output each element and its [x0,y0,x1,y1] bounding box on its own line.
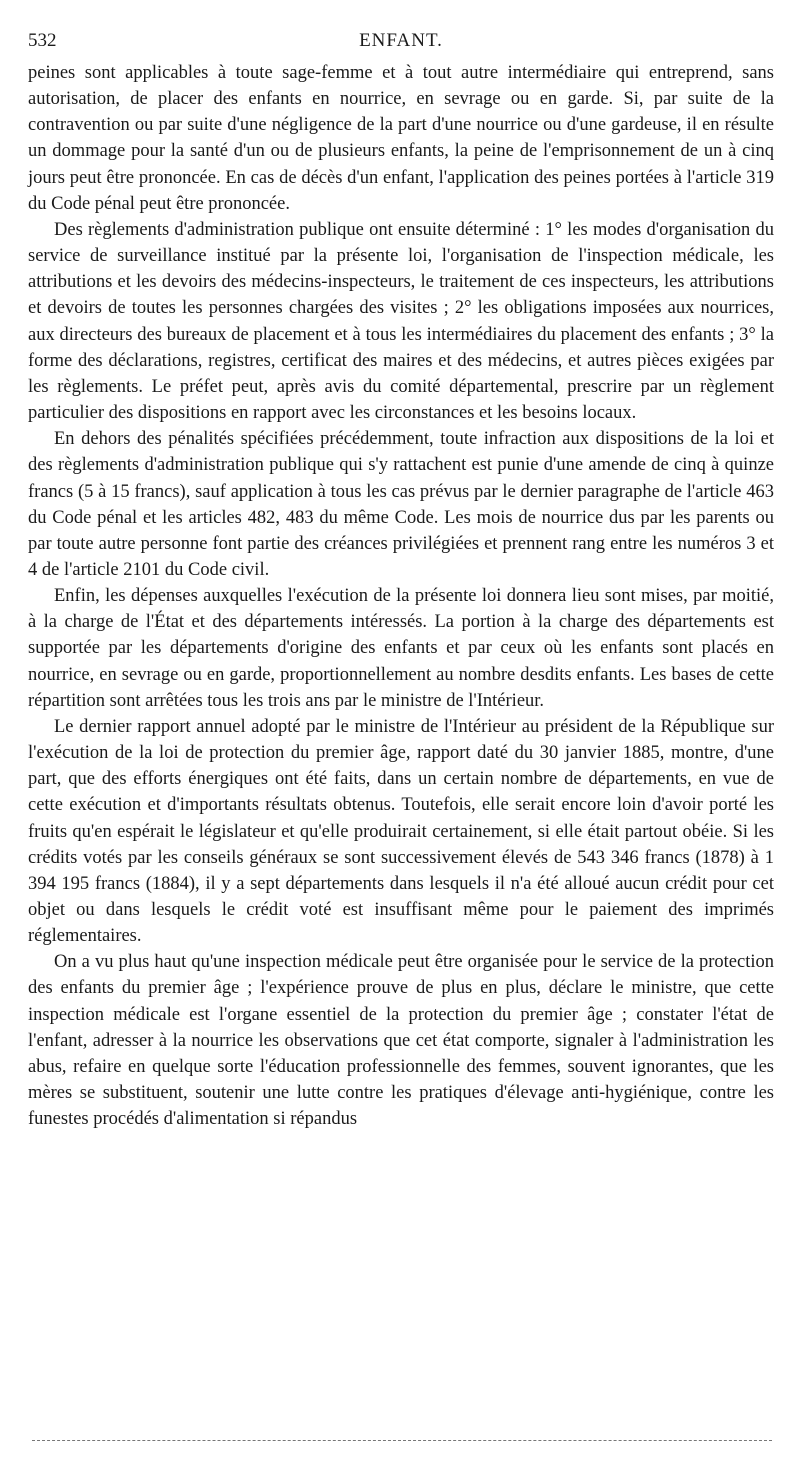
page-header [28,30,774,60]
paragraph-inspection: On a vu plus haut qu'une inspection médicale peut être organisée pour le service de la protection des enfants du premier âge ; l'expérience prouve de plus en plus, déclare le ministre, que cette inspection médicale est l'organe essentiel de la protection du premier âge ; constater l'état de l'enfant, adresser à la nourrice les observations que cet état comporte, signaler à l'administration les abus, refaire en quelque sorte l'éducation professionnelle des femmes, souvent ignorantes, que les mères se substituent, soutenir une lutte contre les pratiques d'élevage anti-hygiénique, contre les funestes procédés d'alimentation si répandus [28,952,774,1130]
paragraph-reglements: Des règlements d'administration publique ont ensuite déterminé : 1° les modes d'organisation du service de surveillance institué par la présente loi, l'organisation de l'inspection médicale, les attributions et les devoirs des médecins-inspecteurs, le traitement de ces inspecteurs, les attributions et devoirs de toutes les personnes chargées des visites ; 2° les obligations imposées aux nourrices, aux directeurs des bureaux de placement et à tous les intermédiaires du placement des enfants ; 3° la forme des déclarations, registres, certificat des maires et des médecins, et autres pièces exigées par les règlements. Le préfet peut, après avis du comité départemental, prescrire par un règlement particulier des dispositions en rapport avec les circonstances et les besoins locaux. [28,219,774,424]
page-body [28,60,774,1132]
book-page [28,30,774,1132]
footer-rule [32,1440,772,1441]
paragraph-rapport: Le dernier rapport annuel adopté par le ministre de l'Intérieur au président de la République sur l'exécution de la loi de protection du premier âge, rapport daté du 30 janvier 1885, montre, d'une part, que des efforts énergiques ont été faits, dans un certain nombre de départements, en vue de cette exécution et d'importants résultats obtenus. Toutefois, elle serait encore loin d'avoir porté les fruits qu'en espérait le législateur et qu'elle produirait certainement, si elle était partout obéie. Si les crédits votés par les conseils généraux se sont successivement élevés de 543 346 francs (1878) à 1 394 195 francs (1884), il y a sept départements dans lesquels il n'a été alloué aucun crédit pour cet objet ou dans lesquels le crédit voté est insuffisant même pour le paiement des imprimés réglementaires. [28,716,774,947]
paragraph-penalites: En dehors des pénalités spécifiées précédemment, toute infraction aux dispositions de la loi et des règlements d'administration publique qui s'y rattachent est punie d'une amende de cinq à quinze francs (5 à 15 francs), sauf application à tous les cas prévus par le dernier paragraphe de l'article 463 du Code pénal et les articles 482, 483 du même Code. Les mois de nourrice dus par les parents ou par toute autre personne font partie des créances privilégiées et prennent rang entre les numéros 3 et 4 de l'article 2101 du Code civil. [28,429,774,580]
paragraph-depenses: Enfin, les dépenses auxquelles l'exécution de la présente loi donnera lieu sont mises, par moitié, à la charge de l'État et des départements intéressés. La portion à la charge des départements est supportée par les départements d'origine des enfants et par ceux où les enfants sont placés en nourrice, en sevrage ou en garde, proportionnellement au nombre desdits enfants. Les bases de cette répartition sont arrêtées tous les trois ans par le ministre de l'Intérieur. [28,586,774,711]
running-title: ENFANT. [359,30,443,51]
paragraph-continued: peines sont applicables à toute sage-femme et à tout autre intermédiaire qui entreprend, sans autorisation, de placer des enfants en nourrice, en sevrage ou en garde. Si, par suite de la contravention ou par suite d'une négligence de la part d'une nourrice ou d'une gardeuse, il en résulte un dommage pour la santé d'un ou de plusieurs enfants, la peine de l'emprisonnement de un à cinq jours peut être prononcée. En cas de décès d'un enfant, l'application des peines portées à l'article 319 du Code pénal peut être prononcée. [28,63,774,214]
page-number: 532 [28,30,57,51]
